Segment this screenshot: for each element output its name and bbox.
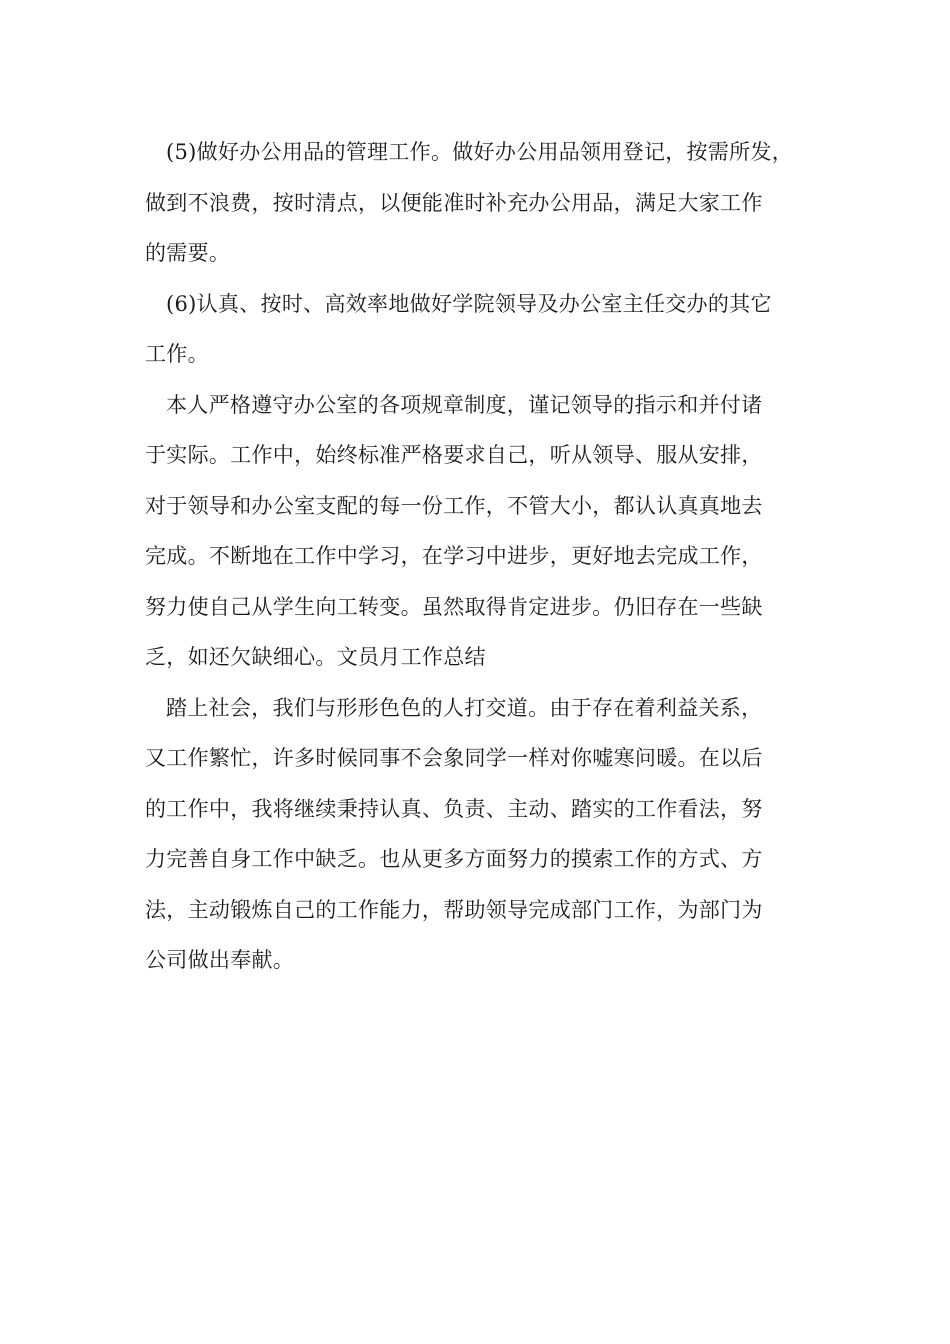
paragraph-self-review bbox=[145, 380, 810, 683]
paragraph-item-5 bbox=[145, 127, 810, 279]
text-line: 公司做出奉献。 bbox=[145, 948, 295, 972]
text-line: 力完善自身工作中缺乏。也从更多方面努力的摸索工作的方式、方 bbox=[145, 847, 763, 871]
text-line: 工作。 bbox=[145, 342, 209, 366]
text-line: 对于领导和办公室支配的每一份工作，不管大小，都认认真真地去 bbox=[145, 493, 763, 518]
text-line: (6)认真、按时、高效率地做好学院领导及办公室主任交办的其它 bbox=[166, 291, 772, 316]
document-body bbox=[145, 127, 810, 986]
text-line: 的需要。 bbox=[145, 241, 231, 265]
text-line: 法，主动锻炼自己的工作能力，帮助领导完成部门工作，为部门为 bbox=[145, 897, 763, 922]
text-line: 于实际。工作中，始终标准严格要求自己，听从领导、服从安排， bbox=[145, 443, 763, 467]
text-line: 的工作中，我将继续秉持认真、负责、主动、踏实的工作看法，努 bbox=[145, 796, 763, 821]
text-line: 做到不浪费，按时清点，以便能准时补充办公用品，满足大家工作 bbox=[145, 190, 763, 215]
paragraph-item-6 bbox=[145, 279, 810, 380]
text-line: 本人严格遵守办公室的各项规章制度，谨记领导的指示和并付诸 bbox=[166, 392, 763, 417]
text-line: 乏，如还欠缺细心。文员月工作总结 bbox=[145, 645, 486, 669]
text-line: 踏上社会，我们与形形色色的人打交道。由于存在着利益关系， bbox=[166, 695, 763, 720]
text-line: (5)做好办公用品的管理工作。做好办公用品领用登记，按需所发， bbox=[166, 140, 794, 164]
paragraph-outlook bbox=[145, 683, 810, 986]
text-line: 努力使自己从学生向工转变。虽然取得肯定进步。仍旧存在一些缺 bbox=[145, 594, 763, 619]
text-line: 又工作繁忙，许多时候同事不会象同学一样对你嘘寒问暖。在以后 bbox=[145, 746, 763, 770]
text-line: 完成。不断地在工作中学习，在学习中进步，更好地去完成工作， bbox=[145, 544, 763, 568]
